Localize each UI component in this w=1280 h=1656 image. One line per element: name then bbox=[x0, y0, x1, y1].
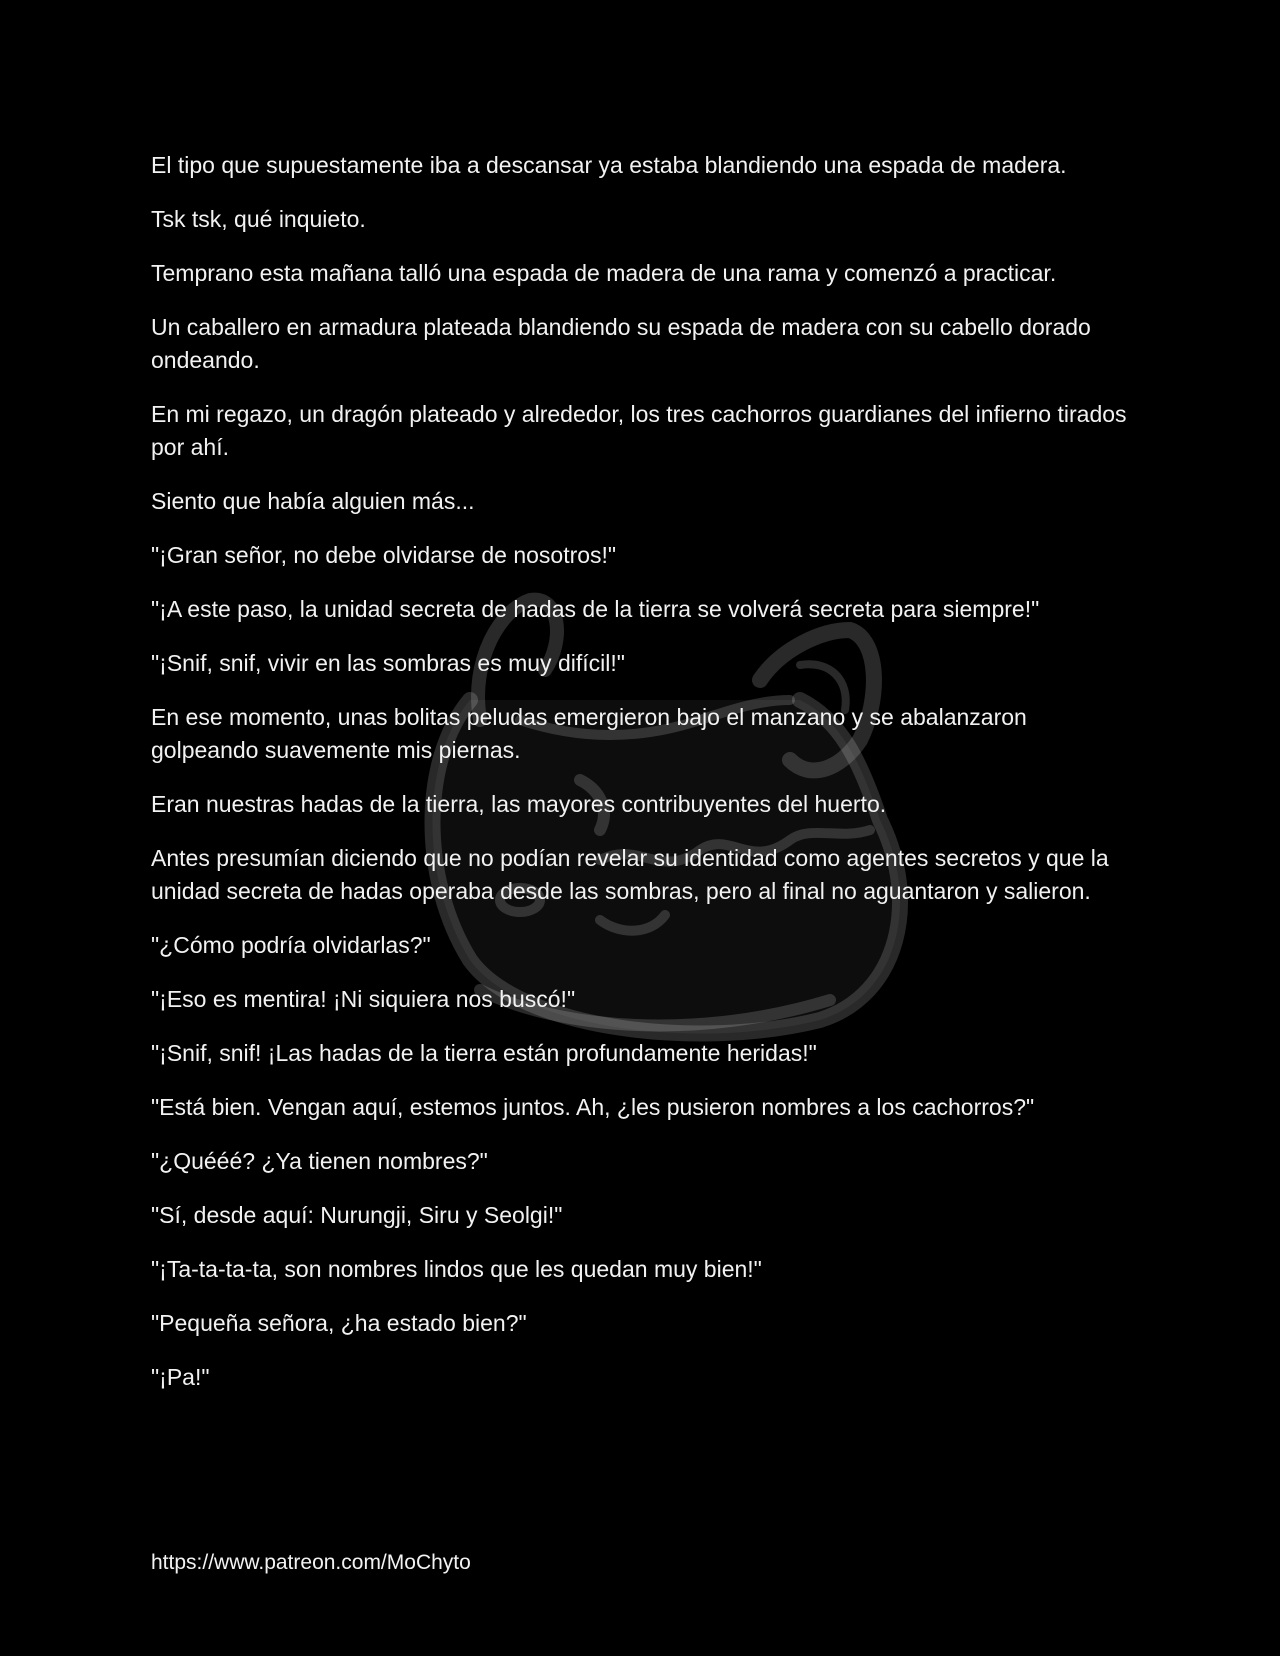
paragraph: Temprano esta mañana talló una espada de madera de una rama y comenzó a practicar. bbox=[151, 260, 1057, 286]
paragraph: En ese momento, unas bolitas peludas emergieron bajo el manzano y se abalanzaron golpeando suavemente mis piernas. bbox=[151, 704, 1027, 763]
patreon-link[interactable]: https://www.patreon.com/MoChyto bbox=[151, 1551, 471, 1574]
paragraph: "¿Cómo podría olvidarlas?" bbox=[151, 932, 431, 958]
paragraph: En mi regazo, un dragón plateado y alrededor, los tres cachorros guardianes del infierno tirados por ahí. bbox=[151, 401, 1127, 460]
chapter-text bbox=[151, 149, 1136, 1415]
paragraph: "¡Snif, snif, vivir en las sombras es muy difícil!" bbox=[151, 650, 625, 676]
paragraph: Eran nuestras hadas de la tierra, las mayores contribuyentes del huerto. bbox=[151, 791, 887, 817]
paragraph: Antes presumían diciendo que no podían revelar su identidad como agentes secretos y que la unidad secreta de hadas operaba desde las sombras, pero al final no aguantaron y salieron. bbox=[151, 845, 1109, 904]
paragraph: "¡Eso es mentira! ¡Ni siquiera nos buscó!" bbox=[151, 986, 576, 1012]
paragraph: "¿Quééé? ¿Ya tienen nombres?" bbox=[151, 1148, 488, 1174]
paragraph: "¡Gran señor, no debe olvidarse de nosotros!" bbox=[151, 542, 617, 568]
paragraph: "¡Pa!" bbox=[151, 1364, 210, 1390]
paragraph: "Sí, desde aquí: Nurungji, Siru y Seolgi!" bbox=[151, 1202, 563, 1228]
paragraph: "¡Snif, snif! ¡Las hadas de la tierra están profundamente heridas!" bbox=[151, 1040, 817, 1066]
paragraph: Siento que había alguien más... bbox=[151, 488, 475, 514]
paragraph: El tipo que supuestamente iba a descansar ya estaba blandiendo una espada de madera. bbox=[151, 152, 1067, 178]
paragraph: "Pequeña señora, ¿ha estado bien?" bbox=[151, 1310, 527, 1336]
paragraph: "¡Ta-ta-ta-ta, son nombres lindos que les quedan muy bien!" bbox=[151, 1256, 762, 1282]
paragraph: "Está bien. Vengan aquí, estemos juntos. Ah, ¿les pusieron nombres a los cachorros?" bbox=[151, 1094, 1035, 1120]
paragraph: Tsk tsk, qué inquieto. bbox=[151, 206, 366, 232]
paragraph: "¡A este paso, la unidad secreta de hadas de la tierra se volverá secreta para siempre!" bbox=[151, 596, 1040, 622]
paragraph: Un caballero en armadura plateada blandiendo su espada de madera con su cabello dorado ondeando. bbox=[151, 314, 1091, 373]
